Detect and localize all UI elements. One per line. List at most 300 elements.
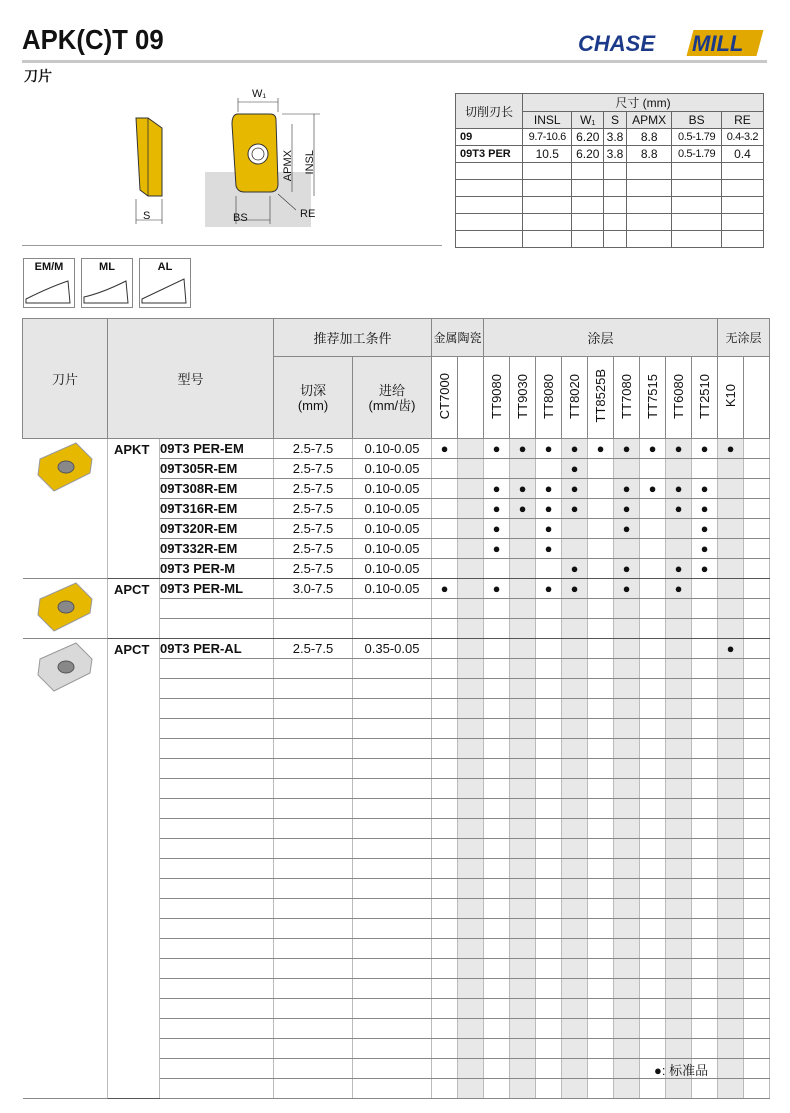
grade-cell <box>536 539 562 559</box>
grade-label: TT8020 <box>567 373 582 419</box>
grade-cell <box>744 779 770 799</box>
grade-cell <box>510 519 536 539</box>
grade-cell <box>484 919 510 939</box>
grade-cell <box>484 759 510 779</box>
grade-cell <box>744 879 770 899</box>
grade-cell <box>588 519 614 539</box>
grade-cell <box>666 999 692 1019</box>
grade-cell <box>510 659 536 679</box>
grade-cell <box>640 719 666 739</box>
header-cermet: 金属陶瓷 <box>432 319 484 357</box>
grade-cell <box>562 519 588 539</box>
chip-breaker-label: AL <box>157 261 173 273</box>
grade-cell <box>744 479 770 499</box>
spec-cell <box>456 231 523 248</box>
grade-label: TT2510 <box>697 373 712 419</box>
model-cell <box>160 1019 274 1039</box>
label-bs: BS <box>233 212 248 224</box>
grade-cell <box>588 639 614 659</box>
grade-cell <box>458 659 484 679</box>
label-apmx: APMX <box>282 150 294 182</box>
grade-cell <box>718 1079 744 1099</box>
grade-cell <box>588 779 614 799</box>
grade-cell <box>510 759 536 779</box>
table-row <box>23 579 770 599</box>
grade-cell <box>432 679 458 699</box>
grade-cell <box>666 919 692 939</box>
grade-cell <box>640 939 666 959</box>
depth-cell: 2.5-7.5 <box>274 639 353 659</box>
standard-dot-icon: ● <box>622 441 631 456</box>
standard-dot-icon: ● <box>622 481 631 496</box>
grade-cell <box>718 659 744 679</box>
grade-cell <box>510 839 536 859</box>
grade-cell <box>718 439 744 459</box>
feed-cell: 0.10-0.05 <box>353 439 432 459</box>
size-header: 尺寸 (mm) <box>523 94 764 112</box>
grade-cell <box>692 919 718 939</box>
model-cell <box>160 899 274 919</box>
grade-cell <box>744 1079 770 1099</box>
grade-cell <box>692 1039 718 1059</box>
model-cell: 09T332R-EM <box>160 539 274 559</box>
grade-cell <box>536 1039 562 1059</box>
grade-cell <box>484 579 510 599</box>
grade-label: TT9080 <box>489 373 504 419</box>
grade-cell <box>458 839 484 859</box>
grade-cell <box>484 879 510 899</box>
grade-cell <box>718 839 744 859</box>
series-label: APCT <box>108 639 160 1099</box>
grade-cell <box>744 659 770 679</box>
standard-dot-icon: ● <box>674 481 683 496</box>
grade-cell <box>484 779 510 799</box>
standard-dot-icon: ● <box>570 581 579 596</box>
model-cell: 09T320R-EM <box>160 519 274 539</box>
grade-cell <box>640 979 666 999</box>
spec-cell <box>721 180 763 197</box>
grade-cell <box>458 459 484 479</box>
spec-cell <box>672 197 721 214</box>
grade-cell <box>484 839 510 859</box>
grade-cell <box>536 679 562 699</box>
grade-cell <box>640 879 666 899</box>
depth-cell <box>274 779 353 799</box>
grade-cell <box>432 739 458 759</box>
grade-cell <box>718 499 744 519</box>
grade-cell <box>536 819 562 839</box>
grade-cell <box>562 979 588 999</box>
grade-cell <box>666 879 692 899</box>
spec-cell <box>572 163 604 180</box>
grade-cell <box>562 999 588 1019</box>
standard-dot-icon: ● <box>622 521 631 536</box>
standard-dot-icon: ● <box>492 541 501 556</box>
feed-cell: 0.35-0.05 <box>353 639 432 659</box>
depth-cell <box>274 799 353 819</box>
grade-cell <box>718 919 744 939</box>
grade-cell <box>744 519 770 539</box>
grade-cell <box>484 859 510 879</box>
grade-cell <box>432 779 458 799</box>
grade-cell <box>562 939 588 959</box>
feed-cell <box>353 739 432 759</box>
grade-header <box>432 357 458 439</box>
grade-cell <box>484 819 510 839</box>
grade-cell <box>432 959 458 979</box>
spec-col-header: APMX <box>626 112 671 129</box>
feed-cell <box>353 599 432 619</box>
grade-cell <box>744 559 770 579</box>
grade-cell <box>510 899 536 919</box>
feed-cell: 0.10-0.05 <box>353 479 432 499</box>
feed-cell: 0.10-0.05 <box>353 459 432 479</box>
grade-cell <box>640 839 666 859</box>
grade-cell <box>510 459 536 479</box>
grade-cell <box>640 919 666 939</box>
spec-cell: 10.5 <box>523 146 572 163</box>
model-cell <box>160 819 274 839</box>
grade-cell <box>562 499 588 519</box>
grade-cell <box>588 939 614 959</box>
grade-cell <box>640 619 666 639</box>
model-cell <box>160 679 274 699</box>
feed-cell <box>353 959 432 979</box>
grade-cell <box>484 959 510 979</box>
section-divider <box>22 245 442 246</box>
grade-cell <box>588 859 614 879</box>
spec-cell <box>721 231 763 248</box>
grade-cell <box>458 899 484 919</box>
grade-cell <box>458 599 484 619</box>
spec-cell: 0.4-3.2 <box>721 129 763 146</box>
standard-dot-icon: ● <box>674 441 683 456</box>
grade-cell <box>744 939 770 959</box>
spec-cell: 9.7-10.6 <box>523 129 572 146</box>
grade-cell <box>666 779 692 799</box>
spec-col-header: INSL <box>523 112 572 129</box>
grade-cell <box>614 579 640 599</box>
depth-cell <box>274 1079 353 1099</box>
grade-cell <box>458 439 484 459</box>
grade-cell <box>510 719 536 739</box>
svg-text:MILL: MILL <box>692 31 744 56</box>
grade-cell <box>562 439 588 459</box>
depth-cell <box>274 859 353 879</box>
grade-cell <box>692 459 718 479</box>
grade-label: TT6080 <box>671 373 686 419</box>
grade-cell <box>458 1019 484 1039</box>
grade-cell <box>692 979 718 999</box>
grade-cell <box>432 939 458 959</box>
spec-cell <box>672 214 721 231</box>
grade-cell <box>432 619 458 639</box>
grade-cell <box>432 799 458 819</box>
grade-header <box>588 357 614 439</box>
grade-cell <box>536 1059 562 1079</box>
feed-cell <box>353 859 432 879</box>
grade-cell <box>614 619 640 639</box>
depth-cell <box>274 659 353 679</box>
feed-cell <box>353 979 432 999</box>
grade-cell <box>484 559 510 579</box>
grade-cell <box>718 579 744 599</box>
grade-cell <box>744 739 770 759</box>
standard-dot-icon: ● <box>700 501 709 516</box>
grade-cell <box>718 819 744 839</box>
grade-cell <box>692 879 718 899</box>
grade-cell <box>536 579 562 599</box>
grade-cell <box>588 699 614 719</box>
grade-cell <box>484 1019 510 1039</box>
grade-cell <box>432 719 458 739</box>
depth-cell <box>274 939 353 959</box>
feed-cell <box>353 939 432 959</box>
grade-cell <box>432 879 458 899</box>
spec-empty-row <box>456 231 764 248</box>
grade-cell <box>588 459 614 479</box>
grade-cell <box>484 519 510 539</box>
grade-cell <box>640 1019 666 1039</box>
grade-header <box>640 357 666 439</box>
depth-cell <box>274 879 353 899</box>
grade-cell <box>614 1039 640 1059</box>
grade-cell <box>432 999 458 1019</box>
grade-cell <box>536 479 562 499</box>
grade-cell <box>666 579 692 599</box>
depth-cell: 3.0-7.5 <box>274 579 353 599</box>
grade-cell <box>484 979 510 999</box>
insert-grade-table <box>22 318 770 1099</box>
grade-cell <box>718 459 744 479</box>
spec-cell <box>523 180 572 197</box>
spec-empty-row <box>456 180 764 197</box>
grade-cell <box>744 459 770 479</box>
grade-cell <box>484 739 510 759</box>
model-cell <box>160 799 274 819</box>
depth-cell: 2.5-7.5 <box>274 559 353 579</box>
grade-cell <box>588 819 614 839</box>
grade-cell <box>744 919 770 939</box>
grade-cell <box>432 1079 458 1099</box>
grade-cell <box>562 739 588 759</box>
grade-cell <box>614 959 640 979</box>
model-cell <box>160 859 274 879</box>
model-cell <box>160 1059 274 1079</box>
grade-cell <box>718 699 744 719</box>
grade-cell <box>640 639 666 659</box>
model-cell <box>160 1079 274 1099</box>
feed-cell <box>353 1059 432 1079</box>
grade-cell <box>458 639 484 659</box>
grade-cell <box>640 819 666 839</box>
standard-dot-icon: ● <box>492 581 501 596</box>
feed-cell <box>353 819 432 839</box>
grade-cell <box>614 819 640 839</box>
grade-cell <box>510 599 536 619</box>
header-depth: 切深 (mm) <box>274 357 353 439</box>
standard-dot-icon: ● <box>518 441 527 456</box>
grade-cell <box>484 679 510 699</box>
grade-cell <box>458 499 484 519</box>
grade-cell <box>510 639 536 659</box>
spec-row-name: 09T3 PER <box>456 146 523 163</box>
grade-cell <box>588 759 614 779</box>
series-label: APCT <box>108 579 160 639</box>
chip-breaker-profile-icon <box>82 259 132 307</box>
grade-cell <box>432 859 458 879</box>
model-cell: 09T3 PER-AL <box>160 639 274 659</box>
grade-cell <box>588 499 614 519</box>
grade-cell <box>640 1039 666 1059</box>
grade-cell <box>666 759 692 779</box>
grade-cell <box>718 899 744 919</box>
grade-cell <box>432 579 458 599</box>
grade-cell <box>640 559 666 579</box>
spec-cell: 6.20 <box>572 146 604 163</box>
feed-cell: 0.10-0.05 <box>353 579 432 599</box>
spec-cell <box>626 231 671 248</box>
grade-cell <box>432 659 458 679</box>
spec-row <box>456 129 764 146</box>
grade-cell <box>588 1039 614 1059</box>
grade-cell <box>432 1059 458 1079</box>
depth-cell: 2.5-7.5 <box>274 479 353 499</box>
grade-cell <box>718 639 744 659</box>
standard-dot-icon: ● <box>570 461 579 476</box>
grade-cell <box>744 839 770 859</box>
grade-cell <box>510 1079 536 1099</box>
svg-text:CHASE: CHASE <box>578 31 656 56</box>
spec-cell: 6.20 <box>572 129 604 146</box>
grade-cell <box>692 659 718 679</box>
grade-cell <box>484 1079 510 1099</box>
grade-cell <box>666 939 692 959</box>
grade-cell <box>692 839 718 859</box>
grade-cell <box>692 439 718 459</box>
grade-cell <box>718 779 744 799</box>
feed-cell <box>353 719 432 739</box>
grade-cell <box>718 799 744 819</box>
feed-cell <box>353 879 432 899</box>
spec-cell <box>672 231 721 248</box>
grade-cell <box>744 1039 770 1059</box>
grade-cell <box>666 1079 692 1099</box>
grade-cell <box>510 619 536 639</box>
grade-cell <box>458 959 484 979</box>
standard-dot-icon: ● <box>700 481 709 496</box>
grade-cell <box>484 639 510 659</box>
spec-cell <box>456 197 523 214</box>
spec-cell <box>604 163 627 180</box>
grade-cell <box>614 659 640 679</box>
depth-cell <box>274 959 353 979</box>
grade-cell <box>536 439 562 459</box>
standard-dot-icon: ● <box>518 481 527 496</box>
model-cell <box>160 779 274 799</box>
grade-cell <box>588 999 614 1019</box>
grade-cell <box>562 779 588 799</box>
spec-cell <box>523 214 572 231</box>
grade-cell <box>484 459 510 479</box>
grade-cell <box>562 1059 588 1079</box>
feed-cell <box>353 1019 432 1039</box>
standard-dot-icon: ● <box>440 441 449 456</box>
standard-dot-icon: ● <box>648 441 657 456</box>
chip-breaker-profile-icon <box>24 259 74 307</box>
spec-cell <box>626 214 671 231</box>
depth-cell <box>274 919 353 939</box>
spec-col-header: BS <box>672 112 721 129</box>
feed-cell <box>353 899 432 919</box>
grade-cell <box>640 459 666 479</box>
grade-cell <box>588 799 614 819</box>
spec-cell <box>572 231 604 248</box>
spec-cell <box>456 214 523 231</box>
grade-cell <box>614 1059 640 1079</box>
grade-cell <box>562 579 588 599</box>
grade-cell <box>692 799 718 819</box>
grade-cell <box>458 979 484 999</box>
grade-cell <box>588 439 614 459</box>
standard-dot-icon: ● <box>726 441 735 456</box>
header-feed: 进给 (mm/齿) <box>353 357 432 439</box>
grade-cell <box>510 939 536 959</box>
label-insl: INSL <box>304 150 316 175</box>
grade-cell <box>562 839 588 859</box>
grade-cell <box>588 559 614 579</box>
spec-cell <box>456 163 523 180</box>
corner-header: 切削刃长 <box>456 94 523 129</box>
feed-cell <box>353 999 432 1019</box>
grade-cell <box>588 879 614 899</box>
grade-cell <box>744 979 770 999</box>
spec-cell <box>604 180 627 197</box>
grade-cell <box>510 779 536 799</box>
grade-cell <box>458 819 484 839</box>
grade-cell <box>510 479 536 499</box>
depth-cell <box>274 979 353 999</box>
depth-cell <box>274 899 353 919</box>
grade-cell <box>458 479 484 499</box>
grade-cell <box>562 759 588 779</box>
grade-cell <box>744 859 770 879</box>
grade-cell <box>614 719 640 739</box>
grade-cell <box>744 1059 770 1079</box>
grade-cell <box>640 899 666 919</box>
grade-cell <box>588 739 614 759</box>
feed-cell <box>353 1039 432 1059</box>
depth-cell <box>274 999 353 1019</box>
grade-cell <box>432 539 458 559</box>
grade-cell <box>458 559 484 579</box>
standard-dot-icon: ● <box>544 521 553 536</box>
spec-empty-row <box>456 163 764 180</box>
grade-cell <box>588 959 614 979</box>
grade-cell <box>718 539 744 559</box>
grade-label: TT7080 <box>619 373 634 419</box>
grade-cell <box>614 859 640 879</box>
spec-row-name: 09 <box>456 129 523 146</box>
grade-cell <box>588 839 614 859</box>
grade-cell <box>484 659 510 679</box>
grade-cell <box>666 459 692 479</box>
depth-cell <box>274 1019 353 1039</box>
grade-cell <box>666 519 692 539</box>
grade-cell <box>536 879 562 899</box>
spec-cell: 8.8 <box>626 129 671 146</box>
feed-cell <box>353 619 432 639</box>
